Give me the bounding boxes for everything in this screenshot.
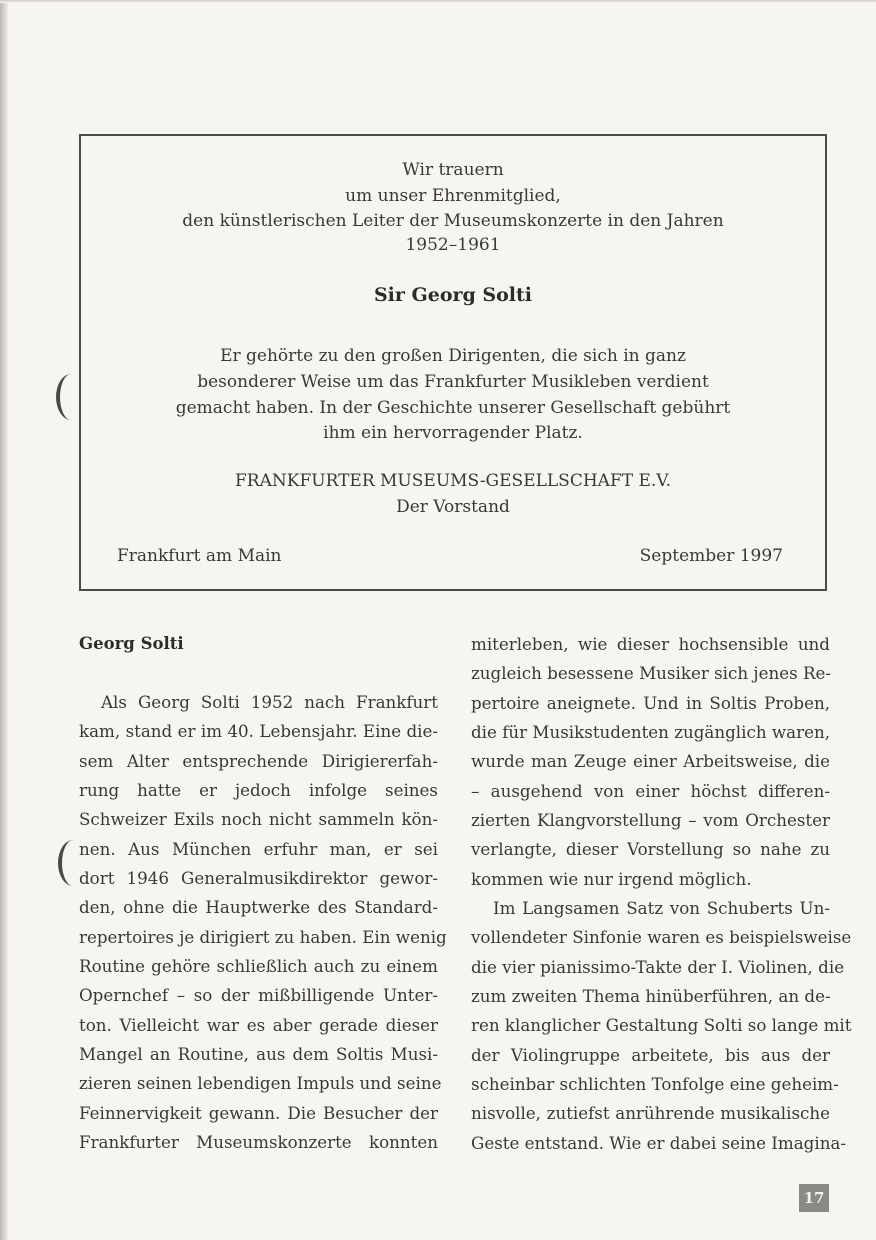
text-line: Schweizer Exils noch nicht sammeln kön- xyxy=(79,809,438,830)
society-name: FRANKFURTER MUSEUMS-GESELLSCHAFT E.V. xyxy=(235,471,671,491)
text-line: der Violingruppe arbeitete, bis aus der xyxy=(471,1044,830,1065)
text-line: zugleich besessene Musiker sich jenes Re- xyxy=(471,663,832,684)
text-line: die vier pianissimo-Takte der I. Violinen, die xyxy=(471,956,845,977)
notice-place: Frankfurt am Main xyxy=(117,546,282,566)
text-line: zierten Klangvorstellung – vom Orchester xyxy=(471,810,830,830)
tribute-line: besonderer Weise um das Frankfurter Musikleben verdient xyxy=(197,372,709,392)
text-line: ren klanglicher Gestaltung Solti so lange mit xyxy=(471,1015,852,1036)
tribute-line: gemacht haben. In der Geschichte unserer Gesellschaft gebührt xyxy=(175,398,731,418)
text-line: Frankfurter Museumskonzerte konnten xyxy=(79,1132,438,1152)
text-line: Im Langsamen Satz von Schuberts Un- xyxy=(493,898,830,918)
text-line: Feinnervigkeit gewann. Die Besucher der xyxy=(79,1102,438,1123)
text-line: vollendeter Sinfonie waren es beispielsweise xyxy=(471,927,852,948)
text-line: Mangel an Routine, aus dem Soltis Musi- xyxy=(79,1044,438,1064)
text-line: dort 1946 Generalmusikdirektor gewor- xyxy=(79,868,438,888)
text-line: kam, stand er im 40. Lebensjahr. Eine die- xyxy=(79,721,438,742)
notice-line: den künstlerischen Leiter der Museumskonzerte in den Jahren xyxy=(182,211,724,231)
tribute-line: ihm ein hervorragender Platz. xyxy=(323,423,583,443)
text-line: zum zweiten Thema hinüberführen, an de- xyxy=(471,986,831,1006)
text-line: Routine gehöre schließlich auch zu einem xyxy=(79,956,438,976)
text-line: den, ohne die Hauptwerke des Standard- xyxy=(79,897,438,918)
obituary-notice-box xyxy=(79,134,827,591)
text-line: zieren seinen lebendigen Impuls und seine xyxy=(79,1073,442,1094)
text-line: repertoires je dirigiert zu haben. Ein wenig xyxy=(79,926,447,947)
text-line: Als Georg Solti 1952 nach Frankfurt xyxy=(101,692,438,712)
notice-line: um unser Ehrenmitglied, xyxy=(345,186,561,206)
article-right-column xyxy=(471,633,852,1173)
article-heading: Georg Solti xyxy=(79,634,184,653)
text-line: scheinbar schlichten Tonfolge eine geheim- xyxy=(471,1074,839,1094)
text-line: verlangte, dieser Vorstellung so nahe zu xyxy=(471,839,830,860)
page-binding-edge xyxy=(0,0,9,1240)
text-line: rung hatte er jedoch infolge seines xyxy=(79,780,438,800)
notice-line: Wir trauern xyxy=(402,160,504,180)
text-line: pertoire aneignete. Und in Soltis Proben, xyxy=(471,692,830,713)
text-line: Opernchef – so der mißbilligende Unter- xyxy=(79,985,438,1006)
text-line: sem Alter entsprechende Dirigiererfah- xyxy=(79,750,438,771)
text-line: miterleben, wie dieser hochsensible und xyxy=(471,634,830,654)
text-line: ton. Vielleicht war es aber gerade dieser xyxy=(79,1014,438,1035)
notice-date: September 1997 xyxy=(639,546,783,566)
tribute-line: Er gehörte zu den großen Dirigenten, die sich in ganz xyxy=(220,346,686,366)
text-line: kommen wie nur irgend möglich. xyxy=(471,868,752,889)
board-label: Der Vorstand xyxy=(396,497,510,517)
text-line: wurde man Zeuge einer Arbeitsweise, die xyxy=(471,751,830,772)
page-number: 17 xyxy=(799,1184,829,1212)
text-line: – ausgehend von einer höchst differen- xyxy=(471,780,830,801)
text-line: die für Musikstudenten zugänglich waren, xyxy=(471,722,831,742)
text-line: Geste entstand. Wie er dabei seine Imagina- xyxy=(471,1132,847,1153)
page-top-edge xyxy=(0,0,876,3)
text-line: nen. Aus München erfuhr man, er sei xyxy=(79,838,438,859)
notice-line: 1952–1961 xyxy=(405,235,501,255)
text-line: nisvolle, zutiefst anrührende musikalische xyxy=(471,1103,830,1124)
article-left-column xyxy=(79,691,447,1171)
honoree-name: Sir Georg Solti xyxy=(373,284,533,306)
